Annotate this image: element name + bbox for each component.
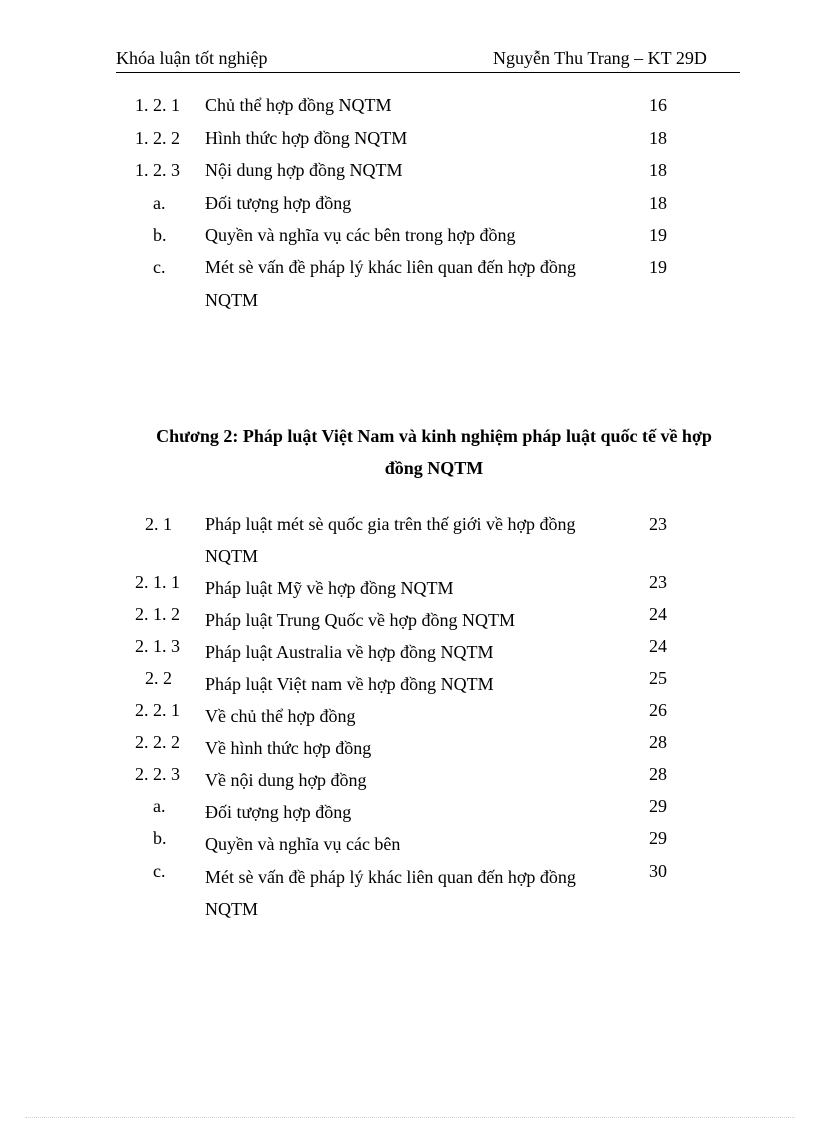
toc-page: 23 (649, 514, 667, 534)
toc-title: Đối tượng hợp đồng (205, 802, 352, 822)
toc-row[interactable] (0, 790, 816, 822)
toc-page: 30 (649, 861, 667, 881)
toc-number: 2. 1. 1 (135, 572, 180, 592)
toc-page: 28 (649, 732, 667, 752)
toc-row[interactable] (0, 822, 816, 854)
toc-page: 23 (649, 572, 667, 592)
toc-page: 29 (649, 796, 667, 816)
toc-number: b. (153, 225, 167, 245)
header-right-text: Nguyễn Thu Trang – KT 29D (493, 48, 707, 68)
header-left-text: Khóa luận tốt nghiệp (116, 48, 268, 68)
footer-dotted-line (25, 1117, 795, 1118)
toc-number: 2. 2 (145, 668, 172, 688)
toc-row[interactable] (0, 662, 816, 694)
toc-title: Pháp luật mét sè quốc gia trên thế giới về hợp đồng (205, 514, 576, 534)
toc-title: Về hình thức hợp đồng (205, 738, 372, 758)
toc-number: 1. 2. 2 (135, 128, 180, 148)
toc-page: 16 (649, 95, 667, 115)
toc-page: 18 (649, 193, 667, 213)
toc-title: Quyền và nghĩa vụ các bên (205, 834, 401, 854)
toc-title-continuation: NQTM (205, 546, 258, 566)
toc-number: 1. 2. 1 (135, 95, 180, 115)
toc-page: 29 (649, 828, 667, 848)
toc-page: 25 (649, 668, 667, 688)
toc-row-continuation (0, 893, 816, 925)
toc-number: b. (153, 828, 167, 848)
toc-page: 24 (649, 636, 667, 656)
chapter-heading-line1: Chương 2: Pháp luật Việt Nam và kinh nghiệm pháp luật quốc tế về hợp (156, 426, 712, 446)
toc-row[interactable] (0, 598, 816, 630)
toc-row[interactable] (0, 694, 816, 726)
toc-page: 24 (649, 604, 667, 624)
toc-number: a. (153, 193, 166, 213)
toc-number: 2. 1. 2 (135, 604, 180, 624)
toc-row[interactable] (0, 508, 816, 540)
chapter-heading-line2: đồng NQTM (384, 458, 484, 478)
toc-row[interactable] (0, 630, 816, 662)
toc-row[interactable] (0, 154, 816, 186)
toc-title: Pháp luật Mỹ về hợp đồng NQTM (205, 578, 454, 598)
toc-title: Pháp luật Australia về hợp đồng NQTM (205, 642, 494, 662)
toc-number: 2. 2. 3 (135, 764, 180, 784)
toc-number: 2. 2. 2 (135, 732, 180, 752)
toc-title: Hình thức hợp đồng NQTM (205, 128, 408, 148)
toc-number: 2. 1. 3 (135, 636, 180, 656)
toc-page: 19 (649, 225, 667, 245)
toc-number: c. (153, 257, 166, 277)
chapter-heading[interactable] (116, 420, 752, 484)
toc-page: 19 (649, 257, 667, 277)
toc-number: a. (153, 796, 166, 816)
toc-title: Đối tượng hợp đồng (205, 193, 352, 213)
toc-title-continuation: NQTM (205, 899, 258, 919)
toc-page: 28 (649, 764, 667, 784)
toc-row-continuation (0, 284, 816, 316)
toc-row[interactable] (0, 219, 816, 251)
toc-row[interactable] (0, 566, 816, 598)
toc-row[interactable] (0, 187, 816, 219)
toc-title: Pháp luật Việt nam về hợp đồng NQTM (205, 674, 494, 694)
toc-page: 18 (649, 160, 667, 180)
toc-title-continuation: NQTM (205, 290, 258, 310)
toc-title: Nội dung hợp đồng NQTM (205, 160, 403, 180)
toc-number: 2. 2. 1 (135, 700, 180, 720)
toc-number: c. (153, 861, 166, 881)
page-header (116, 48, 740, 70)
toc-title: Chủ thể hợp đồng NQTM (205, 95, 392, 115)
toc-row[interactable] (0, 251, 816, 283)
toc-page: 26 (649, 700, 667, 720)
toc-title: Pháp luật Trung Quốc về hợp đồng NQTM (205, 610, 516, 630)
header-rule (116, 72, 740, 73)
toc-row[interactable] (0, 726, 816, 758)
toc-title: Mét sè vấn đề pháp lý khác liên quan đến hợp đồng (205, 867, 576, 887)
toc-number: 2. 1 (145, 514, 172, 534)
toc-row[interactable] (0, 758, 816, 790)
toc-row[interactable] (0, 89, 816, 121)
toc-number: 1. 2. 3 (135, 160, 180, 180)
toc-row[interactable] (0, 855, 816, 887)
toc-title: Mét sè vấn đề pháp lý khác liên quan đến hợp đồng (205, 257, 576, 277)
toc-title: Về nội dung hợp đồng (205, 770, 367, 790)
toc-row[interactable] (0, 122, 816, 154)
toc-title: Quyền và nghĩa vụ các bên trong hợp đồng (205, 225, 516, 245)
toc-title: Về chủ thể hợp đồng (205, 706, 356, 726)
toc-page: 18 (649, 128, 667, 148)
